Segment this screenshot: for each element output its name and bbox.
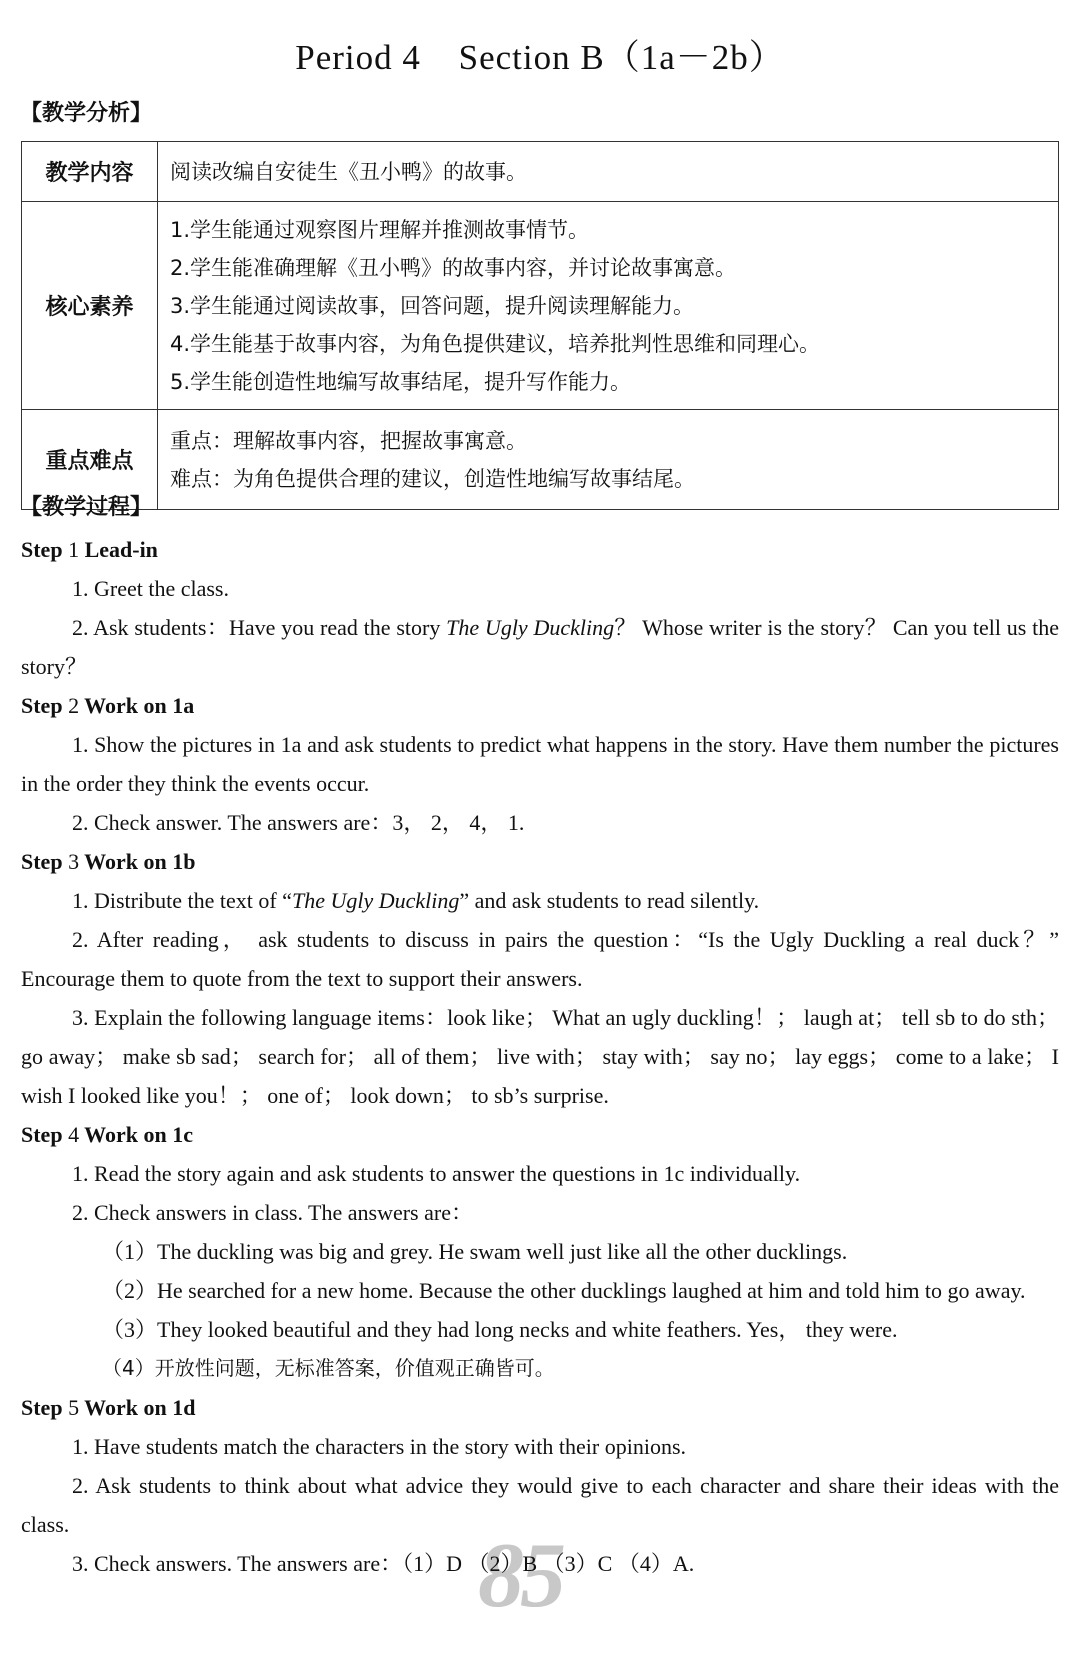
step-word: Step (21, 693, 63, 718)
step-number: 4 (68, 1122, 80, 1147)
paragraph: 1. Greet the class. (72, 576, 229, 601)
key-label: 重点难点 (22, 410, 158, 510)
step-name: Work on 1b (84, 849, 196, 874)
text-run: ” and ask students to read silently. (459, 888, 760, 913)
step-number: 2 (68, 693, 80, 718)
paragraph: 1. Have students match the characters in the story with their opinions. (72, 1434, 687, 1459)
table-row (22, 202, 1059, 410)
step-heading (21, 686, 1059, 725)
section-label: Section B（1a－2b） (458, 38, 785, 77)
analysis-heading: 【教学分析】 (20, 101, 153, 126)
step-heading (21, 530, 1059, 569)
step-number: 1 (68, 537, 80, 562)
step-heading (21, 1115, 1059, 1154)
step-number: 3 (68, 849, 80, 874)
list-item: 3.学生能通过阅读故事，回答问题，提升阅读理解能力。 (170, 293, 695, 318)
paragraph: 1. Show the pictures in 1a and ask students to predict what happens in the story. Have them number the pictures in the order they think the events occur. (21, 732, 1059, 796)
paragraph: 3. Explain the following language items：look like； What an ugly duckling！； laugh at； tell sb to do sth； go away； make sb sad； search for； all of them； live with； stay with； say no； lay eggs； come to a lake； I wish I looked like you！； one of； look down； to sb’s surprise. (21, 1005, 1059, 1108)
step-heading (21, 1388, 1059, 1427)
content-text: 阅读改编自安徒生《丑小鸭》的故事。 (158, 142, 1059, 202)
text-run: 1. Distribute the text of “ (72, 888, 292, 913)
paragraph: 2. Ask students to think about what advice they would give to each character and share their ideas with the class. (21, 1473, 1059, 1537)
table-row (22, 410, 1059, 510)
paragraph: 2. Check answer. The answers are：3， 2， 4， 1. (72, 810, 525, 835)
answer-item: （3）They looked beautiful and they had long necks and white feathers. Yes， they were. (102, 1317, 898, 1342)
story-title: The Ugly Duckling (446, 615, 615, 640)
step-word: Step (21, 1122, 63, 1147)
story-title: The Ugly Duckling (291, 888, 460, 913)
analysis-table (21, 141, 1059, 510)
step-word: Step (21, 1395, 63, 1420)
list-item: 5.学生能创造性地编写故事结尾，提升写作能力。 (170, 369, 632, 394)
list-item: 4.学生能基于故事内容，为角色提供建议，培养批判性思维和同理心。 (170, 331, 821, 356)
answer-item: （2）He searched for a new home. Because the other ducklings laughed at him and told him to go away. (102, 1278, 1026, 1303)
list-item: 难点：为角色提供合理的建议，创造性地编写故事结尾。 (170, 466, 695, 491)
process-heading: 【教学过程】 (20, 495, 153, 520)
step-word: Step (21, 849, 63, 874)
step-heading (21, 842, 1059, 881)
teaching-process (21, 530, 1059, 1583)
list-item: 重点：理解故事内容，把握故事寓意。 (170, 428, 527, 453)
step-name: Lead-in (84, 537, 158, 562)
page-number: 85 (478, 1524, 562, 1626)
list-item: 2.学生能准确理解《丑小鸭》的故事内容，并讨论故事寓意。 (170, 255, 737, 280)
content-label: 教学内容 (22, 142, 158, 202)
step-word: Step (21, 537, 63, 562)
text-run: ？ Whose writer is the story？ Can you tell us the story？ (21, 615, 1059, 679)
core-items (158, 202, 1059, 410)
paragraph: 1. Read the story again and ask students to answer the questions in 1c individually. (72, 1161, 801, 1186)
list-item: 1.学生能通过观察图片理解并推测故事情节。 (170, 217, 590, 242)
key-items (158, 410, 1059, 510)
period-label: Period 4 (295, 38, 421, 77)
step-number: 5 (68, 1395, 80, 1420)
paragraph: 2. After reading， ask students to discuss in pairs the question：“Is the Ugly Duckling a real duck？” Encourage them to quote from the text to support their answers. (21, 927, 1059, 991)
paragraph (21, 608, 1059, 686)
paragraph: 2. Check answers in class. The answers are： (72, 1200, 473, 1225)
answer-item: （1）The duckling was big and grey. He swam well just like all the other ducklings. (102, 1239, 848, 1264)
paragraph: 3. Check answers. The answers are：（1）D （2）B （3）C （4）A. (72, 1551, 695, 1576)
step-name: Work on 1c (84, 1122, 193, 1147)
core-label: 核心素养 (22, 202, 158, 410)
page-title (0, 30, 1080, 80)
step-name: Work on 1a (84, 693, 195, 718)
step-name: Work on 1d (84, 1395, 196, 1420)
text-run: 2. Ask students：Have you read the story (72, 615, 447, 640)
paragraph (21, 881, 1059, 920)
answer-item: （4）开放性问题，无标准答案，价值观正确皆可。 (102, 1356, 555, 1380)
table-row (22, 142, 1059, 202)
